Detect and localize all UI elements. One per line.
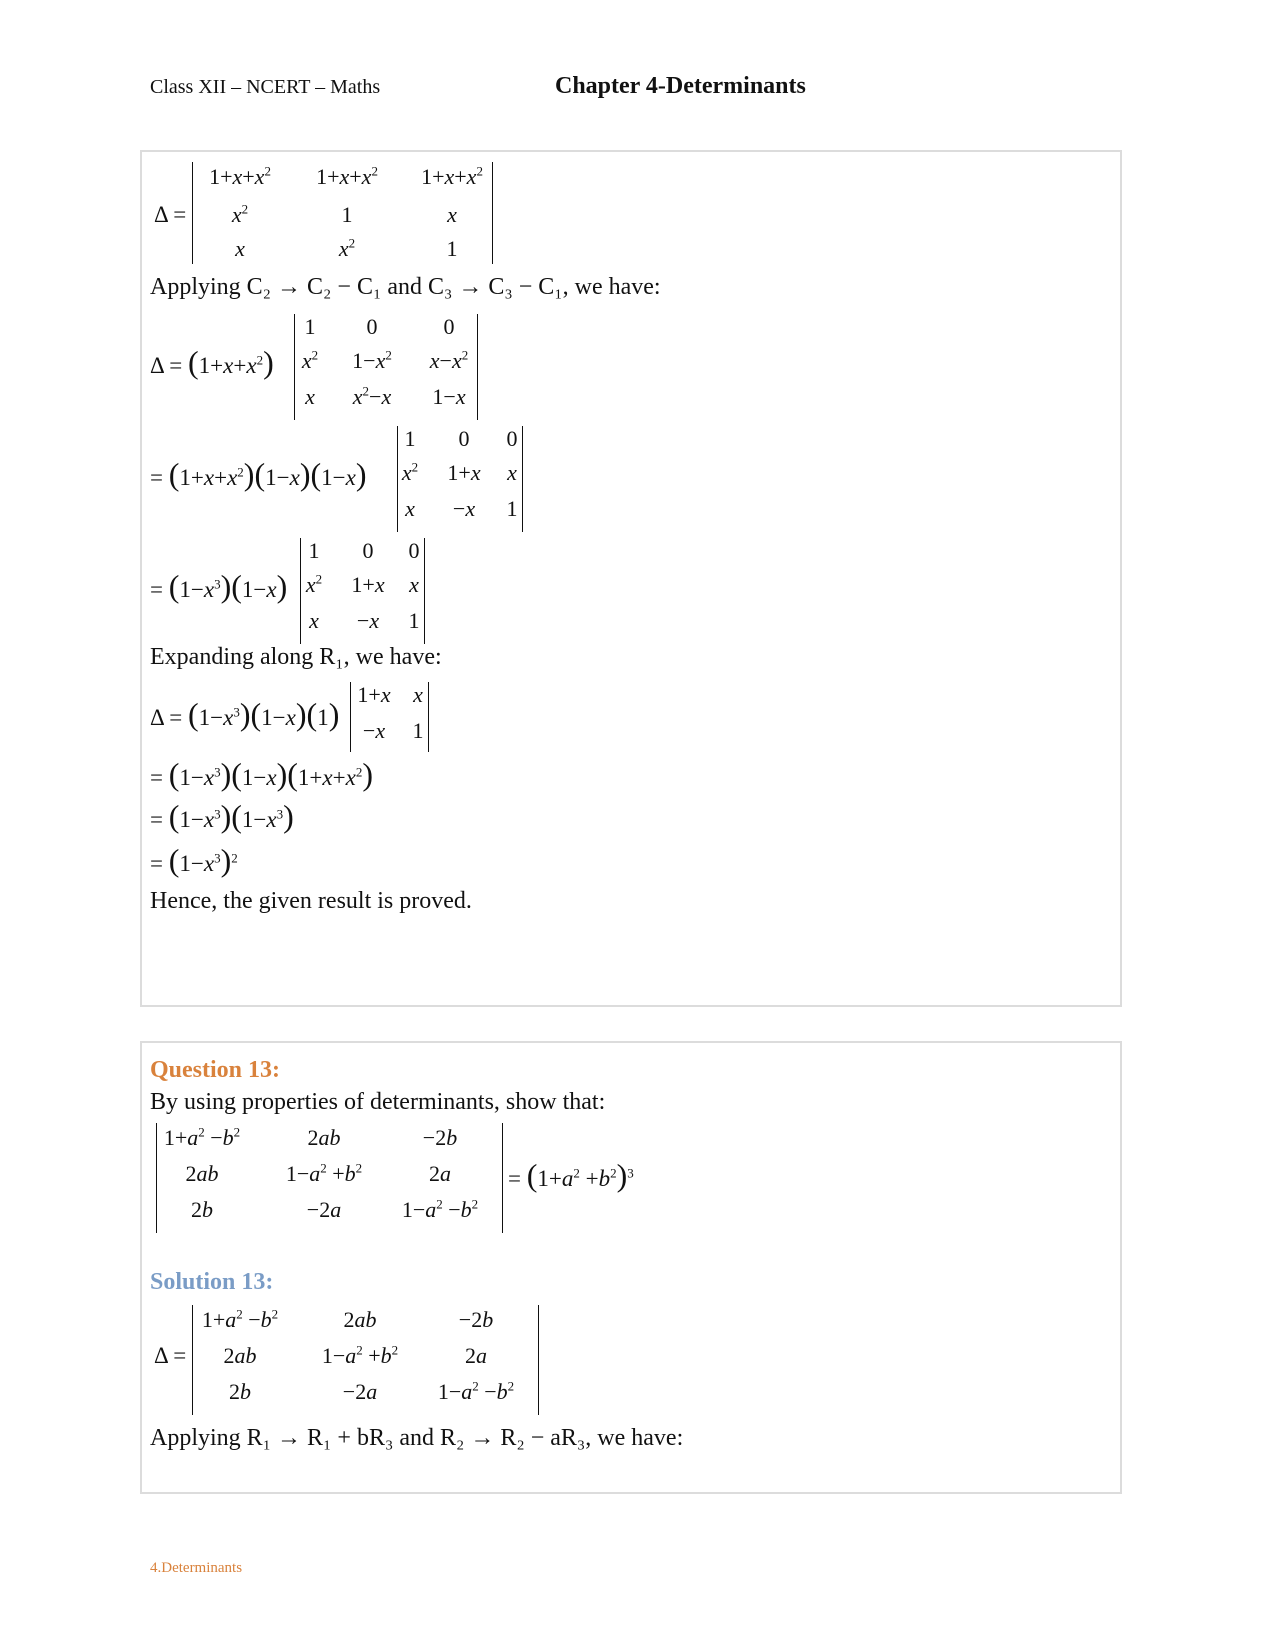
conclusion-text: Hence, the given result is proved. [150,888,472,914]
equation-line-2: = $(1-x^3)(1-x^3)$ [150,798,294,834]
equation-line-1: = $(1-x^3)(1-x)(1+x+x^2)$ [150,756,373,792]
header-chapter-title: Chapter 4-Determinants [555,73,806,99]
expansion-text: Expanding along R₁, we have: [150,644,442,670]
equation-line-3: = $(1-x^3)^2$ [150,842,238,878]
question-prompt: By using properties of determinants, show that: [150,1089,606,1115]
solution-continuation-box: Δ = $1+x+x^2$ $1+x+x^2$ $1+x+x^2$ $x^2$ 1 x x $x^2$ 1 Applying C₂ → C₂ − C₁ and C₃ → C₃ − C₁, we have: $\Delta = (1+x+x^2)$ 1 0 0 $x^2$ $1-x^2$ $x-x^2$ x $x^2-x$ 1−x = $(1+x+x^2)(1-x)(1-x)$ 1 0 0 $x^2$ 1+x x x −x 1 = $(1-x^3)(1-x)$ 1 0 0 $x^2$ 1+x x x −x 1 Expanding along R₁, we have: $\Delta = (1-x^3)(1-x)(1)$ 1+x x −x 1 = $(1-x^3)(1-x)(1+x+x^2)$ = $(1-x^3)(1-x^3)$ = $(1-x^3)^2$ Hence, the given result is proved. [140,150,1122,1007]
footer-label: 4.Determinants [150,1560,243,1576]
header-class-label: Class XII – NCERT – Maths [150,76,381,98]
question-heading: Question 13: [150,1057,281,1083]
solution-heading: Solution 13: [150,1269,274,1295]
row-operation-text: Applying R₁ → R₁ + bR₃ and R₂ → R₂ − aR₃, we have: [150,1425,684,1451]
question-13-box: Question 13: By using properties of determinants, show that: $1+a^2 -b^2$ 2ab −2b 2ab $1-a^2 +b^2$ 2a 2b −2a $1-a^2 -b^2$ = $(1+a^2 +b^2)^3$ Solution 13: Δ = $1+a^2 -b^2$ 2ab −2b 2ab $1-a^2 +b^2$ 2a 2b −2a $1-a^2 -b^2$ Applying R₁ → R₁ + bR₃ and R₂ → R₂ − aR₃, we have: [140,1041,1122,1494]
column-operation-text: Applying C₂ → C₂ − C₁ and C₃ → C₃ − C₁, we have: [150,274,661,300]
